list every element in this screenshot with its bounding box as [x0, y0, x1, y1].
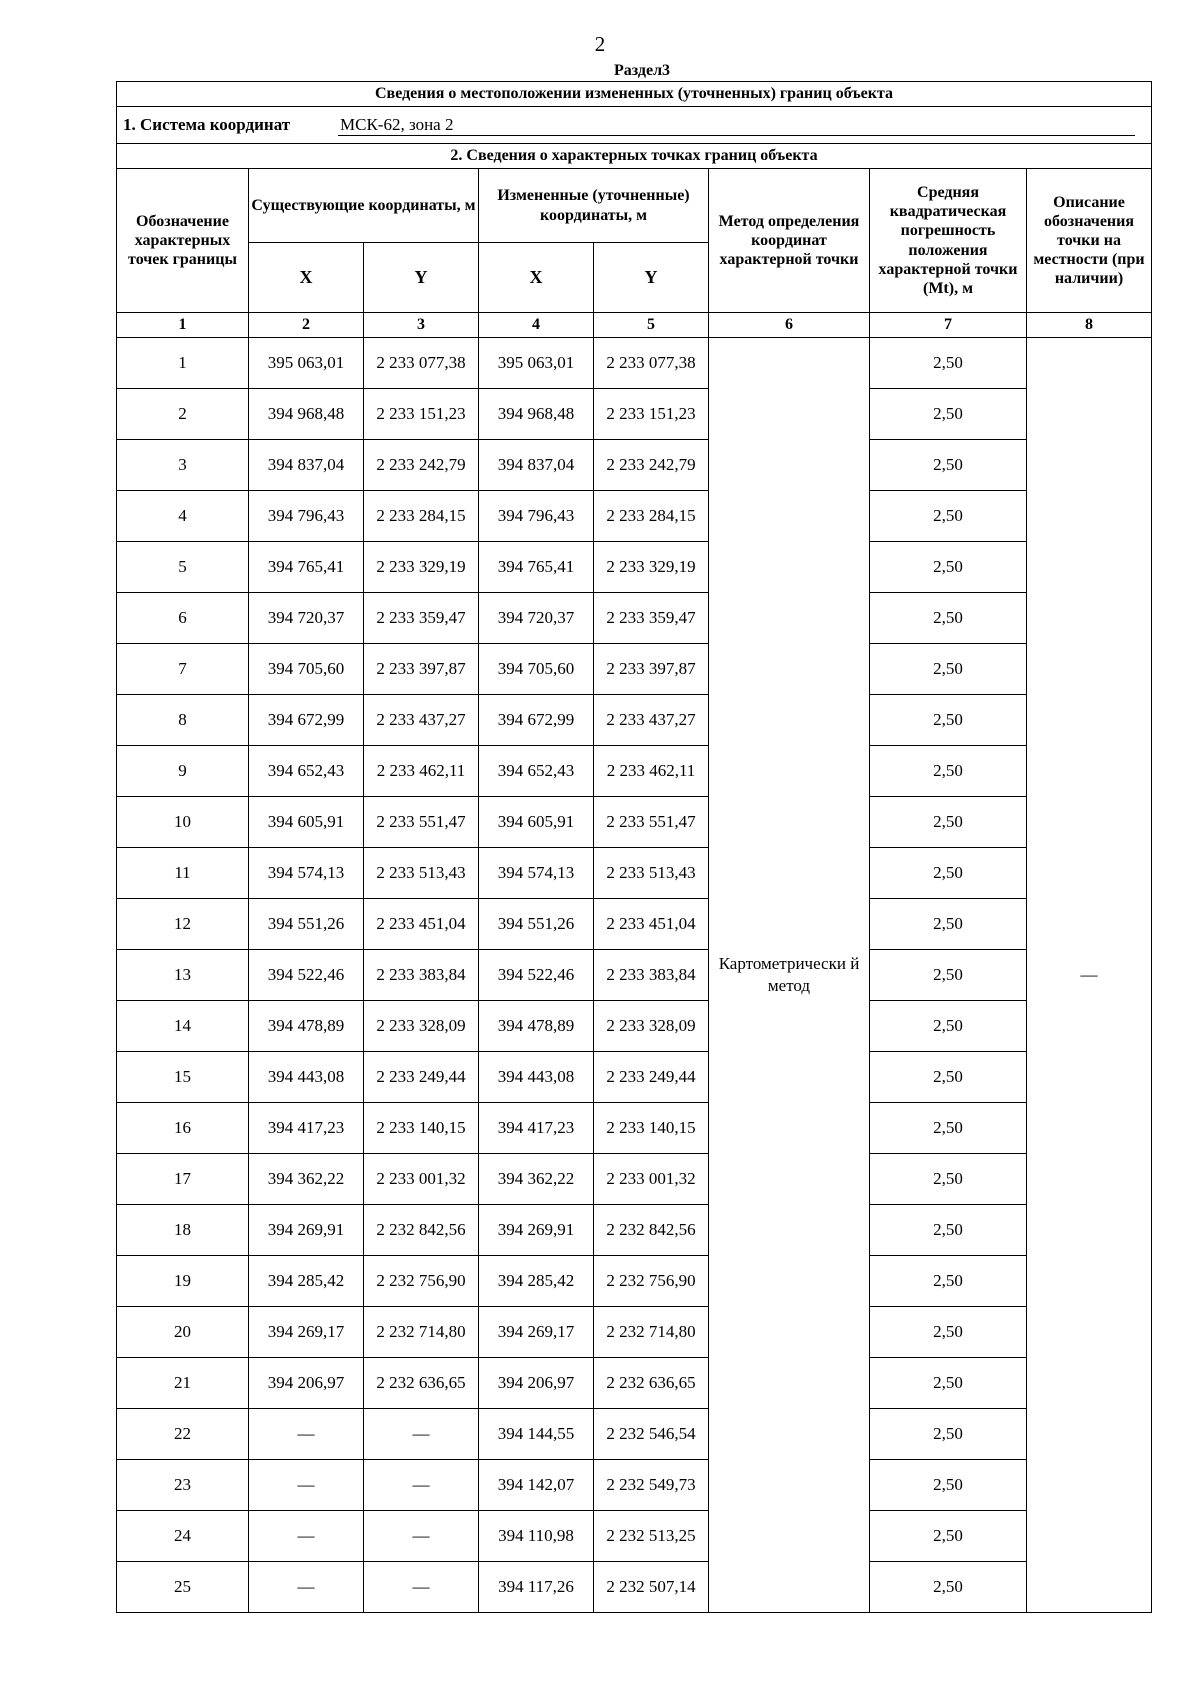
existing-y: 2 233 329,19: [364, 542, 479, 593]
table-row: [117, 1052, 1152, 1103]
table-row: [117, 1460, 1152, 1511]
header-changed-y: Y: [594, 243, 709, 313]
changed-y: 2 233 284,15: [594, 491, 709, 542]
column-number: 4: [479, 313, 594, 338]
changed-x: 394 720,37: [479, 593, 594, 644]
existing-y: 2 232 756,90: [364, 1256, 479, 1307]
existing-x: 394 206,97: [249, 1358, 364, 1409]
changed-y: 2 233 140,15: [594, 1103, 709, 1154]
existing-y: —: [364, 1460, 479, 1511]
error-value: 2,50: [870, 593, 1027, 644]
table-row: [117, 1562, 1152, 1613]
changed-x: 394 144,55: [479, 1409, 594, 1460]
existing-x: 394 652,43: [249, 746, 364, 797]
existing-x: 394 269,17: [249, 1307, 364, 1358]
table-row: [117, 1001, 1152, 1052]
point-number: 13: [117, 950, 249, 1001]
point-number: 21: [117, 1358, 249, 1409]
existing-y: —: [364, 1409, 479, 1460]
changed-y: 2 233 383,84: [594, 950, 709, 1001]
existing-x: —: [249, 1511, 364, 1562]
column-number: 6: [709, 313, 870, 338]
point-number: 12: [117, 899, 249, 950]
changed-y: 2 232 549,73: [594, 1460, 709, 1511]
existing-x: 394 765,41: [249, 542, 364, 593]
changed-y: 2 233 437,27: [594, 695, 709, 746]
header-changed-x: X: [479, 243, 594, 313]
changed-y: 2 233 249,44: [594, 1052, 709, 1103]
table-row: [117, 389, 1152, 440]
existing-x: 394 574,13: [249, 848, 364, 899]
table-row: [117, 746, 1152, 797]
changed-x: 394 269,17: [479, 1307, 594, 1358]
changed-x: 394 652,43: [479, 746, 594, 797]
changed-x: 394 605,91: [479, 797, 594, 848]
existing-y: 2 233 513,43: [364, 848, 479, 899]
table-row: [117, 1307, 1152, 1358]
changed-y: 2 233 397,87: [594, 644, 709, 695]
column-number: 7: [870, 313, 1027, 338]
existing-y: 2 233 242,79: [364, 440, 479, 491]
error-value: 2,50: [870, 695, 1027, 746]
changed-y: 2 233 359,47: [594, 593, 709, 644]
existing-x: 394 720,37: [249, 593, 364, 644]
changed-y: 2 233 151,23: [594, 389, 709, 440]
changed-y: 2 233 451,04: [594, 899, 709, 950]
existing-y: 2 233 151,23: [364, 389, 479, 440]
changed-x: 394 117,26: [479, 1562, 594, 1613]
point-number: 5: [117, 542, 249, 593]
existing-x: 394 522,46: [249, 950, 364, 1001]
existing-y: 2 233 284,15: [364, 491, 479, 542]
existing-y: 2 232 636,65: [364, 1358, 479, 1409]
table-row: [117, 1358, 1152, 1409]
changed-x: 394 362,22: [479, 1154, 594, 1205]
header-method: Метод определения координат характерной точки: [709, 169, 870, 313]
existing-x: 394 285,42: [249, 1256, 364, 1307]
changed-y: 2 232 513,25: [594, 1511, 709, 1562]
changed-y: 2 233 513,43: [594, 848, 709, 899]
existing-x: 394 837,04: [249, 440, 364, 491]
changed-x: 394 142,07: [479, 1460, 594, 1511]
point-number: 3: [117, 440, 249, 491]
point-number: 16: [117, 1103, 249, 1154]
changed-x: 394 417,23: [479, 1103, 594, 1154]
changed-y: 2 233 329,19: [594, 542, 709, 593]
column-number: 5: [594, 313, 709, 338]
existing-y: —: [364, 1562, 479, 1613]
error-value: 2,50: [870, 848, 1027, 899]
page-number: 2: [594, 32, 606, 56]
existing-y: —: [364, 1511, 479, 1562]
error-value: 2,50: [870, 389, 1027, 440]
point-number: 8: [117, 695, 249, 746]
existing-x: 395 063,01: [249, 338, 364, 389]
method-cell: Картометрически й метод: [709, 338, 870, 1613]
changed-x: 394 206,97: [479, 1358, 594, 1409]
changed-x: 394 837,04: [479, 440, 594, 491]
changed-x: 394 796,43: [479, 491, 594, 542]
coord-system-row: [117, 107, 1152, 144]
existing-y: 2 233 077,38: [364, 338, 479, 389]
error-value: 2,50: [870, 899, 1027, 950]
header-changed: Измененные (уточненные) координаты, м: [479, 169, 709, 243]
changed-y: 2 232 842,56: [594, 1205, 709, 1256]
table-row: [117, 848, 1152, 899]
error-value: 2,50: [870, 1103, 1027, 1154]
header-error: Средняя квадратическая погрешность положения характерной точки (Mt), м: [870, 169, 1027, 313]
error-value: 2,50: [870, 1256, 1027, 1307]
table-row: [117, 695, 1152, 746]
error-value: 2,50: [870, 644, 1027, 695]
existing-y: 2 233 462,11: [364, 746, 479, 797]
error-value: 2,50: [870, 746, 1027, 797]
header-existing-x: X: [249, 243, 364, 313]
table-row: [117, 899, 1152, 950]
column-number: 1: [117, 313, 249, 338]
existing-y: 2 233 383,84: [364, 950, 479, 1001]
changed-x: 394 478,89: [479, 1001, 594, 1052]
table-row: [117, 644, 1152, 695]
header-description: Описание обозначения точки на местности (при наличии): [1027, 169, 1152, 313]
point-number: 7: [117, 644, 249, 695]
table-row: [117, 593, 1152, 644]
header-existing: Существующие координаты, м: [249, 169, 479, 243]
points-title: 2. Сведения о характерных точках границ объекта: [117, 144, 1152, 169]
error-value: 2,50: [870, 491, 1027, 542]
point-number: 4: [117, 491, 249, 542]
table-row: [117, 950, 1152, 1001]
existing-x: 394 269,91: [249, 1205, 364, 1256]
column-number: 3: [364, 313, 479, 338]
existing-y: 2 233 359,47: [364, 593, 479, 644]
table-row: [117, 1103, 1152, 1154]
point-number: 11: [117, 848, 249, 899]
point-number: 25: [117, 1562, 249, 1613]
point-number: 24: [117, 1511, 249, 1562]
existing-y: 2 233 437,27: [364, 695, 479, 746]
point-number: 15: [117, 1052, 249, 1103]
changed-x: 394 269,91: [479, 1205, 594, 1256]
boundary-table: [116, 81, 1152, 1613]
error-value: 2,50: [870, 950, 1027, 1001]
changed-x: 394 443,08: [479, 1052, 594, 1103]
existing-x: 394 605,91: [249, 797, 364, 848]
changed-y: 2 232 636,65: [594, 1358, 709, 1409]
coord-system-value: МСК-62, зона 2: [338, 115, 1135, 136]
changed-y: 2 233 242,79: [594, 440, 709, 491]
error-value: 2,50: [870, 1307, 1027, 1358]
table-row: [117, 797, 1152, 848]
error-value: 2,50: [870, 440, 1027, 491]
existing-y: 2 232 714,80: [364, 1307, 479, 1358]
existing-y: 2 233 551,47: [364, 797, 479, 848]
changed-x: 394 551,26: [479, 899, 594, 950]
changed-y: 2 232 714,80: [594, 1307, 709, 1358]
changed-x: 394 522,46: [479, 950, 594, 1001]
table-row: [117, 1256, 1152, 1307]
changed-y: 2 233 462,11: [594, 746, 709, 797]
table-row: [117, 1409, 1152, 1460]
error-value: 2,50: [870, 1460, 1027, 1511]
existing-x: —: [249, 1460, 364, 1511]
table-row: [117, 1511, 1152, 1562]
point-number: 14: [117, 1001, 249, 1052]
point-number: 9: [117, 746, 249, 797]
existing-y: 2 233 001,32: [364, 1154, 479, 1205]
existing-x: —: [249, 1409, 364, 1460]
changed-x: 394 672,99: [479, 695, 594, 746]
table-row: [117, 542, 1152, 593]
point-number: 19: [117, 1256, 249, 1307]
existing-y: 2 233 328,09: [364, 1001, 479, 1052]
error-value: 2,50: [870, 1562, 1027, 1613]
table-row: [117, 1205, 1152, 1256]
error-value: 2,50: [870, 1409, 1027, 1460]
existing-x: 394 362,22: [249, 1154, 364, 1205]
changed-y: 2 233 077,38: [594, 338, 709, 389]
changed-x: 394 968,48: [479, 389, 594, 440]
error-value: 2,50: [870, 1205, 1027, 1256]
changed-y: 2 232 507,14: [594, 1562, 709, 1613]
table-row: [117, 1154, 1152, 1205]
existing-y: 2 233 140,15: [364, 1103, 479, 1154]
coord-system-label: 1. Система координат: [123, 114, 291, 134]
existing-x: 394 968,48: [249, 389, 364, 440]
existing-x: 394 443,08: [249, 1052, 364, 1103]
table-title: Сведения о местоположении измененных (уточненных) границ объекта: [117, 82, 1152, 107]
column-number: 8: [1027, 313, 1152, 338]
existing-x: 394 551,26: [249, 899, 364, 950]
error-value: 2,50: [870, 797, 1027, 848]
column-number: 2: [249, 313, 364, 338]
point-number: 20: [117, 1307, 249, 1358]
changed-y: 2 232 546,54: [594, 1409, 709, 1460]
header-designation: Обозначение характерных точек границы: [117, 169, 249, 313]
error-value: 2,50: [870, 1052, 1027, 1103]
error-value: 2,50: [870, 1511, 1027, 1562]
error-value: 2,50: [870, 1358, 1027, 1409]
changed-x: 394 765,41: [479, 542, 594, 593]
table-row: [117, 440, 1152, 491]
existing-x: 394 478,89: [249, 1001, 364, 1052]
point-number: 18: [117, 1205, 249, 1256]
existing-x: 394 417,23: [249, 1103, 364, 1154]
error-value: 2,50: [870, 338, 1027, 389]
error-value: 2,50: [870, 542, 1027, 593]
changed-x: 394 574,13: [479, 848, 594, 899]
error-value: 2,50: [870, 1154, 1027, 1205]
existing-y: 2 233 249,44: [364, 1052, 479, 1103]
existing-y: 2 232 842,56: [364, 1205, 479, 1256]
error-value: 2,50: [870, 1001, 1027, 1052]
changed-y: 2 232 756,90: [594, 1256, 709, 1307]
point-number: 23: [117, 1460, 249, 1511]
changed-y: 2 233 328,09: [594, 1001, 709, 1052]
changed-y: 2 233 001,32: [594, 1154, 709, 1205]
existing-y: 2 233 397,87: [364, 644, 479, 695]
table-row: [117, 338, 1152, 389]
existing-x: 394 796,43: [249, 491, 364, 542]
section-title: Раздел3: [613, 62, 671, 79]
existing-y: 2 233 451,04: [364, 899, 479, 950]
existing-x: —: [249, 1562, 364, 1613]
point-number: 10: [117, 797, 249, 848]
changed-y: 2 233 551,47: [594, 797, 709, 848]
point-number: 1: [117, 338, 249, 389]
point-number: 17: [117, 1154, 249, 1205]
description-cell: —: [1027, 338, 1152, 1613]
changed-x: 394 705,60: [479, 644, 594, 695]
existing-x: 394 672,99: [249, 695, 364, 746]
changed-x: 395 063,01: [479, 338, 594, 389]
point-number: 6: [117, 593, 249, 644]
table-row: [117, 491, 1152, 542]
changed-x: 394 110,98: [479, 1511, 594, 1562]
point-number: 2: [117, 389, 249, 440]
point-number: 22: [117, 1409, 249, 1460]
header-existing-y: Y: [364, 243, 479, 313]
existing-x: 394 705,60: [249, 644, 364, 695]
changed-x: 394 285,42: [479, 1256, 594, 1307]
